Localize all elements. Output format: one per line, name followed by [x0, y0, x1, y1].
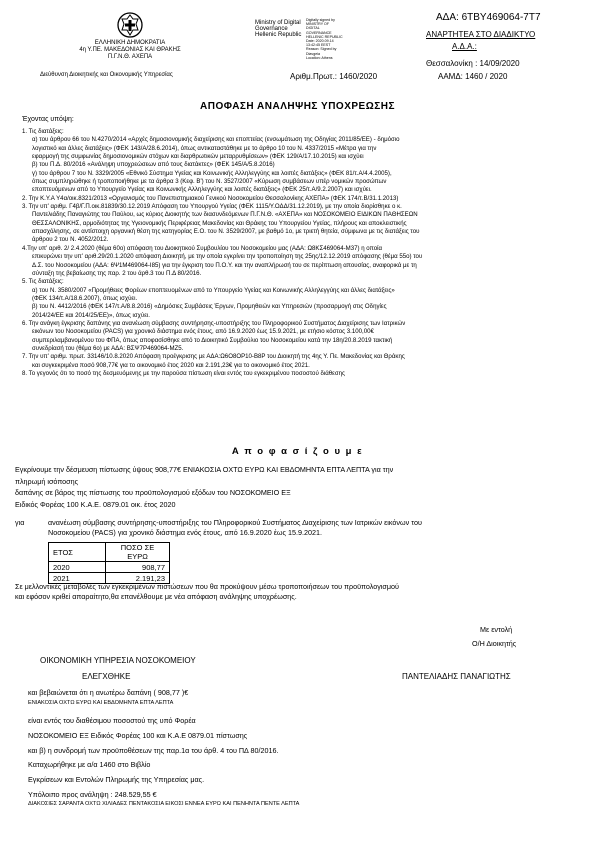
document-date: Θεσσαλονίκη : 14/09/2020: [426, 59, 520, 68]
certify-detail-line: ΝΟΣΟΚΟΜΕΙΟ ΕΞ Ειδικός Φορέας 100 και Κ.Α.Ε 0879.01 πίστωσης: [28, 730, 248, 740]
provision-line: Παντελιάδης Παναγιώτης του Παύλου, ως κύριος Διοικητής των διασυνδεόμενων Π.Γ.Ν.Θ. «ΑΧΕΠΑ» και ΝΟΣΟΚΟΜΕΙΟ ΕΙΔΙΚΩΝ ΠΑΘΗΣΕΩΝ: [32, 211, 418, 219]
approval-line: Ειδικός Φορέας 100 Κ.Α.Ε. 0879.01 οικ. έτος 2020: [15, 499, 176, 509]
provision-line: 7. Την υπ' αριθμ. πρωτ. 33146/10.8.2020 Απόφαση προέγκρισης με ΑΔΑ:Ω6Ο8ΟΡ10-Β8Ρ του Διοικητή της 4ης Υ. Πε. Μακεδονίας και Θράκης: [22, 353, 405, 361]
provision-line: 1. Τις διατάξεις:: [22, 128, 64, 135]
provisions-list: [22, 128, 582, 378]
provision-line: β) του Ν. 4412/2016 (ΦΕΚ 147/τ.Α/8.8.2016) «Δημόσιες Συμβάσεις Έργων, Προμηθειών και Υπηρεσιών (προσαρμογή στις Οδηγίες: [32, 303, 387, 311]
signature-line: Reason: Signed by: [306, 47, 337, 52]
certify-detail-line: είναι εντός του διαθέσιμου ποσοστού της υπό Φορέα: [28, 716, 196, 725]
signature-line: Date: 2020.09.14: [306, 39, 334, 44]
provision-line: 2. Την Κ.Υ.Α Υ4α/οικ.8321/2013 «Οργανισμός του Πανεπιστημιακού Γενικού Νοσοκομείου Θεσσαλονίκης ΑΧΕΠΑ» (ΦΕΚ 174/τ.Β/31.1.2013): [22, 194, 399, 202]
provision-line: 2014/24/ΕΕ και 2014/25/ΕΕ)», όπως ισχύει.: [32, 311, 150, 319]
certify-line: και βεβαιώνεται ότι η ανωτέρω δαπάνη ( 908,77 )€: [28, 688, 189, 697]
aamd-number: ΑΑΜΔ: 1460 / 2020: [438, 72, 508, 81]
approval-line: δαπάνης σε βάρος της πίστωσης του προϋπολογισμού εξόδων του ΝΟΣΟΚΟΜΕΙΟ ΕΞ: [15, 488, 291, 497]
ministry-line: Governance: [255, 26, 288, 32]
provision-line: όπως συμπληρώθηκε ή τροποποιήθηκε με τα άρθρα 3 (Κεφ. Β') του Ν. 3527/2007 «Κύρωση συμβάσεων υπέρ νομικών προσώπων: [32, 178, 387, 186]
provision-line: σύνταξη της βεβαίωσης της παρ. 2 του άρθ.3 του Π.Δ 80/2016.: [32, 269, 202, 277]
ministry-line: Ministry of Digital: [255, 20, 301, 26]
provision-line: απασχόλησης, σε αντίστοιχη οργανική θέση της κατηγορίας Ε.Ο. του Ν. 3529/2007, με βαθμό 1ο, με τριετή θητεία, σύμφωνα με τις διατάξεις του: [32, 228, 420, 236]
provision-line: Δ.Σ. του Νοσοκομείου (ΑΔΑ: 6Ψ1Μ469064-Ι85) για την έγκριση του Π.Ο.Υ. και την αναπλήρωσή του σε περίπτωση απουσίας, αναφορικά με τη: [32, 261, 417, 269]
decision-title: ΑΠΟΦΑΣΗ ΑΝΑΛΗΨΗΣ ΥΠΟΧΡΕΩΣΗΣ: [200, 101, 395, 112]
signature-line: Diavgeia: [306, 51, 320, 56]
table-header-amount: ΠΟΣΟ ΣΕ ΕΥΡΩ: [106, 543, 170, 562]
provision-line: β) του Π.Δ. 80/2016 «Ανάληψη υποχρεώσεων από τους διατάκτες» (ΦΕΚ 145/Α/5.8.2016): [32, 161, 275, 169]
director-title: Ο/Η Διοικητής: [472, 639, 517, 648]
provision-line: και συγκεκριμένα ποσό 908,77€ για το οικονομικό έτος 2020 και 2.191,23€ για το οικονομικό έτος 2021.: [32, 361, 310, 369]
protocol-number: Αριθμ.Πρωτ.: 1460/2020: [290, 72, 378, 81]
ada-code: ΑΔΑ: 6ΤΒΥ469064-7Τ7: [436, 12, 541, 23]
provision-line: 3. Την υπ' αριθμ. Γ4β/Γ.Π.οικ.81839/30.12.2019 Απόφαση του Υπουργού Υγείας (ΦΕΚ 1115/Υ.ΟΔΔ/31.12.2019), με την οποία διορίσθηκε ο κ.: [22, 203, 402, 211]
provision-line: εποπτευόμενων από το Υπουργείο Υγείας και Κοινωνικής Αλληλεγγύης και λοιπές διατάξεις» (ΦΕΚ 25/τ.Α/9.2.2007) και ισχύει.: [32, 186, 372, 194]
certify-amount-words: ΕΝΙΑΚΟΣΙΑ ΟΧΤΩ ΕΥΡΩ ΚΑΙ ΕΒΔΟΜΗΝΤΑ ΕΠΤΑ ΛΕΠΤΑ: [28, 700, 174, 706]
digital-signature-stamp: [306, 18, 376, 60]
department-name: Διεύθυνση Διοικητικής και Οικονομικής Υπηρεσίας: [40, 72, 173, 78]
certify-details: [28, 714, 548, 803]
approval-text: [15, 464, 585, 510]
table-row: [49, 562, 170, 573]
purpose-line: ανανέωση σύμβασης συντήρησης-υποστήριξης του Πληροφορικού Συστήματος Διαχείρισης των Ιατρικών εικόνων του: [48, 518, 422, 527]
provision-line: 5. Τις διατάξεις:: [22, 278, 64, 286]
provision-line: άρθρου 2 του Ν. 4052/2012.: [32, 236, 109, 244]
provision-line: α) του άρθρου 66 του Ν.4270/2014 «Αρχές δημοσιονομικής διαχείρισης και εποπτείας (ενσωμάτωση της Οδηγίας 2011/85/ΕΕ) - δημόσιο: [32, 136, 400, 144]
provision-line: 6. Την ανάγκη έγκρισης δαπάνης για ανανέωση σύμβασης συντήρησης-υποστήριξης του Πληροφορικού Συστήματος Διαχείρισης των Ιατρικών: [22, 319, 406, 327]
considering-label: Έχοντας υπόψη:: [22, 116, 74, 123]
provision-line: λογιστικό και άλλες διατάξεις» (ΦΕΚ 143/Α/28.6.2014), όπως αντικαταστάθηκε με το άρθρο 10 του Ν. 4337/2015 «Μέτρα για την: [32, 144, 377, 152]
certify-detail-line: Εγκρίσεων και Εντολών Πληρωμής της Υπηρεσίας μας.: [28, 775, 205, 785]
remaining-balance: Υπόλοιπο προς ανάληψη : 248.529,55 €: [28, 789, 157, 799]
signature-line: HELLENIC REPUBLIC: [306, 34, 343, 39]
ministry-line: Hellenic Republic: [255, 32, 302, 38]
certify-detail-line: και β) η συνδρομή των προϋποθέσεων της παρ.1α του άρθ. 4 του ΠΔ 80/2016.: [28, 745, 279, 755]
signature-line: MINISTRY OF: [306, 22, 330, 27]
note-line: και εφόσον κριθεί απαραίτητο,θα επανέλθουμε με νέα απόφαση ανάληψης υποχρέωσης.: [15, 592, 297, 601]
note-line: Σε μελλοντικές μεταβολές των εγκεκριμένων πιστώσεων που θα προκύψουν μέσω τροποποιήσεων του προϋπολογισμού: [15, 582, 399, 591]
future-changes-note: [15, 582, 585, 602]
provision-line: επικυρώνει την υπ' αριθ.29/20.1.2020 απόφαση Διοικητή, με την οποία εγκρίνει την τροποποίηση της 25ης/12.12.2019 απόφασης (θέμα 55ο) του: [32, 253, 423, 261]
purpose-line: Νοσοκομείου (PACS) για χρονικό διάστημα ενός έτους, από 16.9.2020 έως 15.9.2021.: [48, 528, 322, 537]
ada-label: Α.Δ.Α.:: [452, 42, 477, 51]
approval-line: Εγκρίνουμε την δέσμευση πίστωσης ύψους 908,77€ ΕΝΙΑΚΟΣΙΑ ΟΧΤΩ ΕΥΡΩ ΚΑΙ ΕΒΔΟΜΗΝΤΑ ΕΠΤΑ ΛΕΠΤΑ για την: [15, 465, 394, 474]
provision-line: (ΦΕΚ 134/τ.Α/18.6.2007), όπως ισχύει.: [32, 294, 138, 302]
table-header-row: [49, 543, 170, 562]
signature-line: DIGITAL: [306, 26, 320, 31]
publish-online-title: ΑΝΑΡΤΗΤΕΑ ΣΤΟ ΔΙΑΔΙΚΤΥΟ: [426, 30, 536, 39]
purpose-text: [48, 518, 588, 538]
provision-line: εικόνων του Νοσοκομείου (PACS) για χρονικό διάστημα ενός έτους, από 16.9.2020 έως 15.9.2021, με ετήσιο κόστος 3.100,00€: [32, 328, 374, 336]
signature-line: 13:42:45 EEST: [306, 43, 331, 48]
checked-label: ΕΛΕΓΧΘΗΚΕ: [82, 672, 131, 681]
provision-line: συμπεριλαμβανομένου του ΦΠΑ, όπως αποφασίσθηκε από το Διοικητικό Συμβούλιο του Νοσοκομείου κατά την 18η/20.8.2019 τακτική: [32, 336, 393, 344]
signature-line: Digitally signed by: [306, 18, 335, 22]
provision-line: συνεδρίασή του (θέμα 6ο) με ΑΔΑ: ΒΣΨ7Ρ469064-ΜΖ5.: [32, 344, 184, 352]
health-region: 4η Υ.ΠΕ. ΜΑΚΕΔΟΝΙΑΣ ΚΑΙ ΘΡΑΚΗΣ: [79, 47, 181, 53]
header-left: [40, 40, 220, 61]
for-label: για: [15, 518, 25, 527]
amounts-table: [48, 542, 170, 584]
table-header-year: ΕΤΟΣ: [49, 543, 106, 562]
table-cell-amount: 2.191,23: [106, 573, 170, 584]
table-cell-year: 2020: [49, 562, 106, 573]
approval-line: πληρωμή ισόποσης: [15, 476, 79, 486]
director-name: ΠΑΝΤΕΛΙΑΔΗΣ ΠΑΝΑΓΙΩΤΗΣ: [402, 672, 511, 681]
provision-line: 8. Το γεγονός ότι το ποσό της δεσμευόμενης με την παρούσα πίστωση είναι εντός του εγκεκριμένου ποσοστού διάθεσης: [22, 369, 345, 377]
by-order-label: Με εντολή: [480, 625, 513, 634]
provision-line: ΘΕΣΣΑΛΟΝΙΚΗΣ, αρμοδιότητας της Υγειονομικής Περιφέρειας Μακεδονίας και Θράκης του Υπουργείου Υγείας, πλήρους και αποκλειστικής: [32, 219, 407, 227]
provision-line: εφαρμογή της συμφωνίας δημοσιονομικών στόχων και διαρθρωτικών μεταρρυθμίσεων» (ΦΕΚ 129/Α/17.10.2015) και ισχύει: [32, 153, 364, 161]
table-cell-year: 2021: [49, 573, 106, 584]
financial-service-label: ΟΙΚΟΝΟΜΙΚΗ ΥΠΗΡΕΣΙΑ ΝΟΣΟΚΟΜΕΙΟΥ: [40, 656, 196, 665]
decides-heading: Α π ο φ α σ ί ζ ο υ μ ε: [231, 446, 364, 457]
coat-of-arms-emblem: [117, 12, 143, 38]
remaining-balance-words: ΔΙΑΚΟΣΙΕΣ ΣΑΡΑΝΤΑ ΟΧΤΩ ΧΙΛΙΑΔΕΣ ΠΕΝΤΑΚΟΣΙΑ ΕΙΚΟΣΙ ΕΝΝΕΑ ΕΥΡΩ ΚΑΙ ΠΕΝΗΝΤΑ ΠΕΝΤΕ ΛΕΠΤΑ: [28, 801, 300, 807]
provision-line: 4.Την υπ' αριθ. 2/ 2.4.2020 (θέμα 60ο) απόφαση του Διοικητικού Συμβουλίου του Νοσοκομείου μας (ΑΔΑ: Ω8ΚΣ469064-Μ37) η οποία: [22, 244, 382, 252]
ministry-block: [255, 20, 305, 38]
country-name: ΕΛΛΗΝΙΚΗ ΔΗΜΟΚΡΑΤΙΑ: [94, 40, 166, 46]
table-cell-amount: 908,77: [106, 562, 170, 573]
provision-line: α) του Ν. 3580/2007 «Προμήθειες Φορέων εποπτευομένων από το Υπουργείο Υγείας και Κοινωνικής Αλληλεγγύης και άλλες διατάξεις»: [32, 286, 395, 294]
hospital-name: Π.Γ.Ν.Θ. ΑΧΕΠΑ: [107, 54, 153, 60]
signature-line: Location: Athens: [306, 55, 333, 60]
provision-line: γ) του άρθρου 7 του Ν. 3329/2005 «Εθνικό Σύστημα Υγείας και Κοινωνικής Αλληλεγγύης και λοιπές διατάξεις» (ΦΕΚ 81/τ.Α/4.4.2005),: [32, 169, 392, 177]
signature-line: GOVERNANCE: [306, 30, 332, 35]
certify-detail-line: Καταχωρήθηκε με α/α 1460 στο Βιβλίο: [28, 760, 151, 770]
